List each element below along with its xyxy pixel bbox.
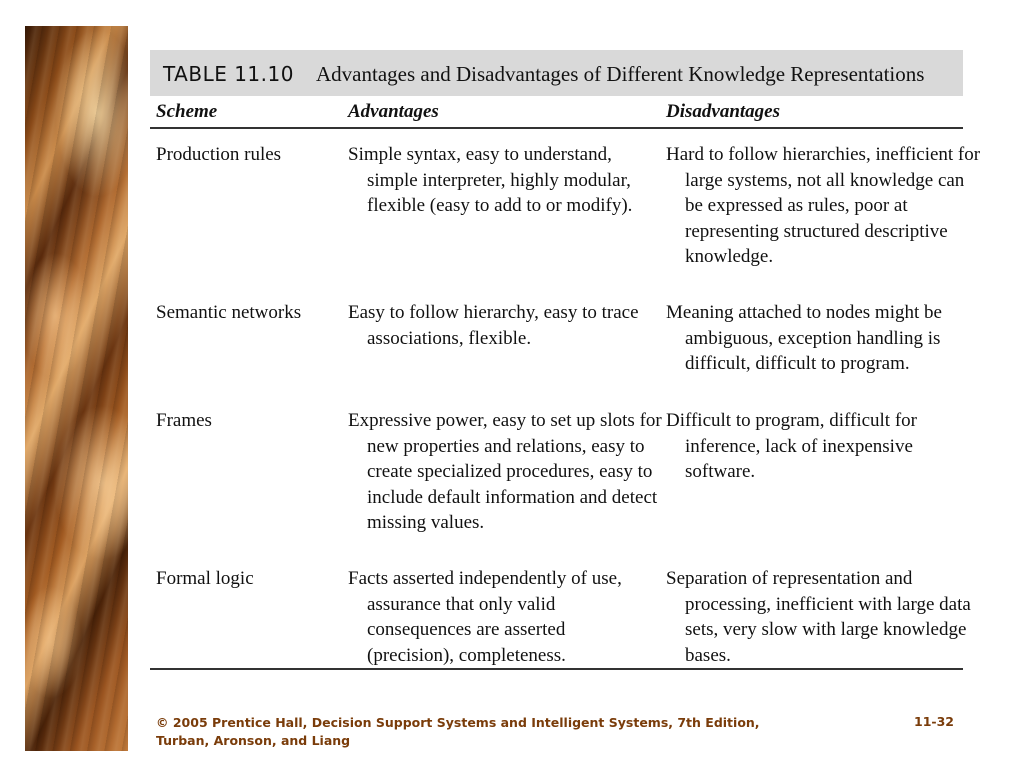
page-number: 11-32 xyxy=(914,714,954,729)
decorative-wood-strip xyxy=(25,26,128,751)
header-scheme: Scheme xyxy=(156,101,218,122)
table-caption: Advantages and Disadvantages of Different Knowledge Representations xyxy=(316,62,925,86)
table-title-bar xyxy=(150,50,963,96)
row-4-disadvantages: Separation of representation and processing, inefficient with large data sets, very slow with large knowledge bases. xyxy=(666,568,971,666)
table-bottom-rule xyxy=(150,668,963,670)
row-3-advantages: Expressive power, easy to set up slots for new properties and relations, easy to create specialized procedures, easy to include default information and detect missing values. xyxy=(348,410,662,534)
row-4-advantages: Facts asserted independently of use, assurance that only valid consequences are asserted (precision), completeness. xyxy=(348,568,622,666)
row-1-scheme: Production rules xyxy=(156,144,282,165)
footer-citation-line2: Turban, Aronson, and Liang xyxy=(156,733,351,748)
footer-citation xyxy=(156,714,856,750)
table-top-rule xyxy=(150,127,963,129)
footer-citation-line1: © 2005 Prentice Hall, Decision Support Systems and Intelligent Systems, 7th Edition, xyxy=(156,715,760,730)
row-3-scheme: Frames xyxy=(156,410,212,431)
row-2-advantages: Easy to follow hierarchy, easy to trace associations, flexible. xyxy=(348,302,639,349)
row-1-disadvantages: Hard to follow hierarchies, inefficient for large systems, not all knowledge can be expressed as rules, poor at representing structured descriptive knowledge. xyxy=(666,144,981,268)
row-1-advantages: Simple syntax, easy to understand, simple interpreter, highly modular, flexible (easy to add to or modify). xyxy=(348,144,633,217)
row-2-scheme: Semantic networks xyxy=(156,302,302,323)
table-number: TABLE 11.10 xyxy=(163,62,294,86)
row-4-scheme: Formal logic xyxy=(156,568,254,589)
row-2-disadvantages: Meaning attached to nodes might be ambiguous, exception handling is difficult, difficult to program. xyxy=(666,302,942,375)
row-3-disadvantages: Difficult to program, difficult for inference, lack of inexpensive software. xyxy=(666,410,917,483)
header-advantages: Advantages xyxy=(348,101,439,122)
header-disadvantages: Disadvantages xyxy=(666,101,780,122)
